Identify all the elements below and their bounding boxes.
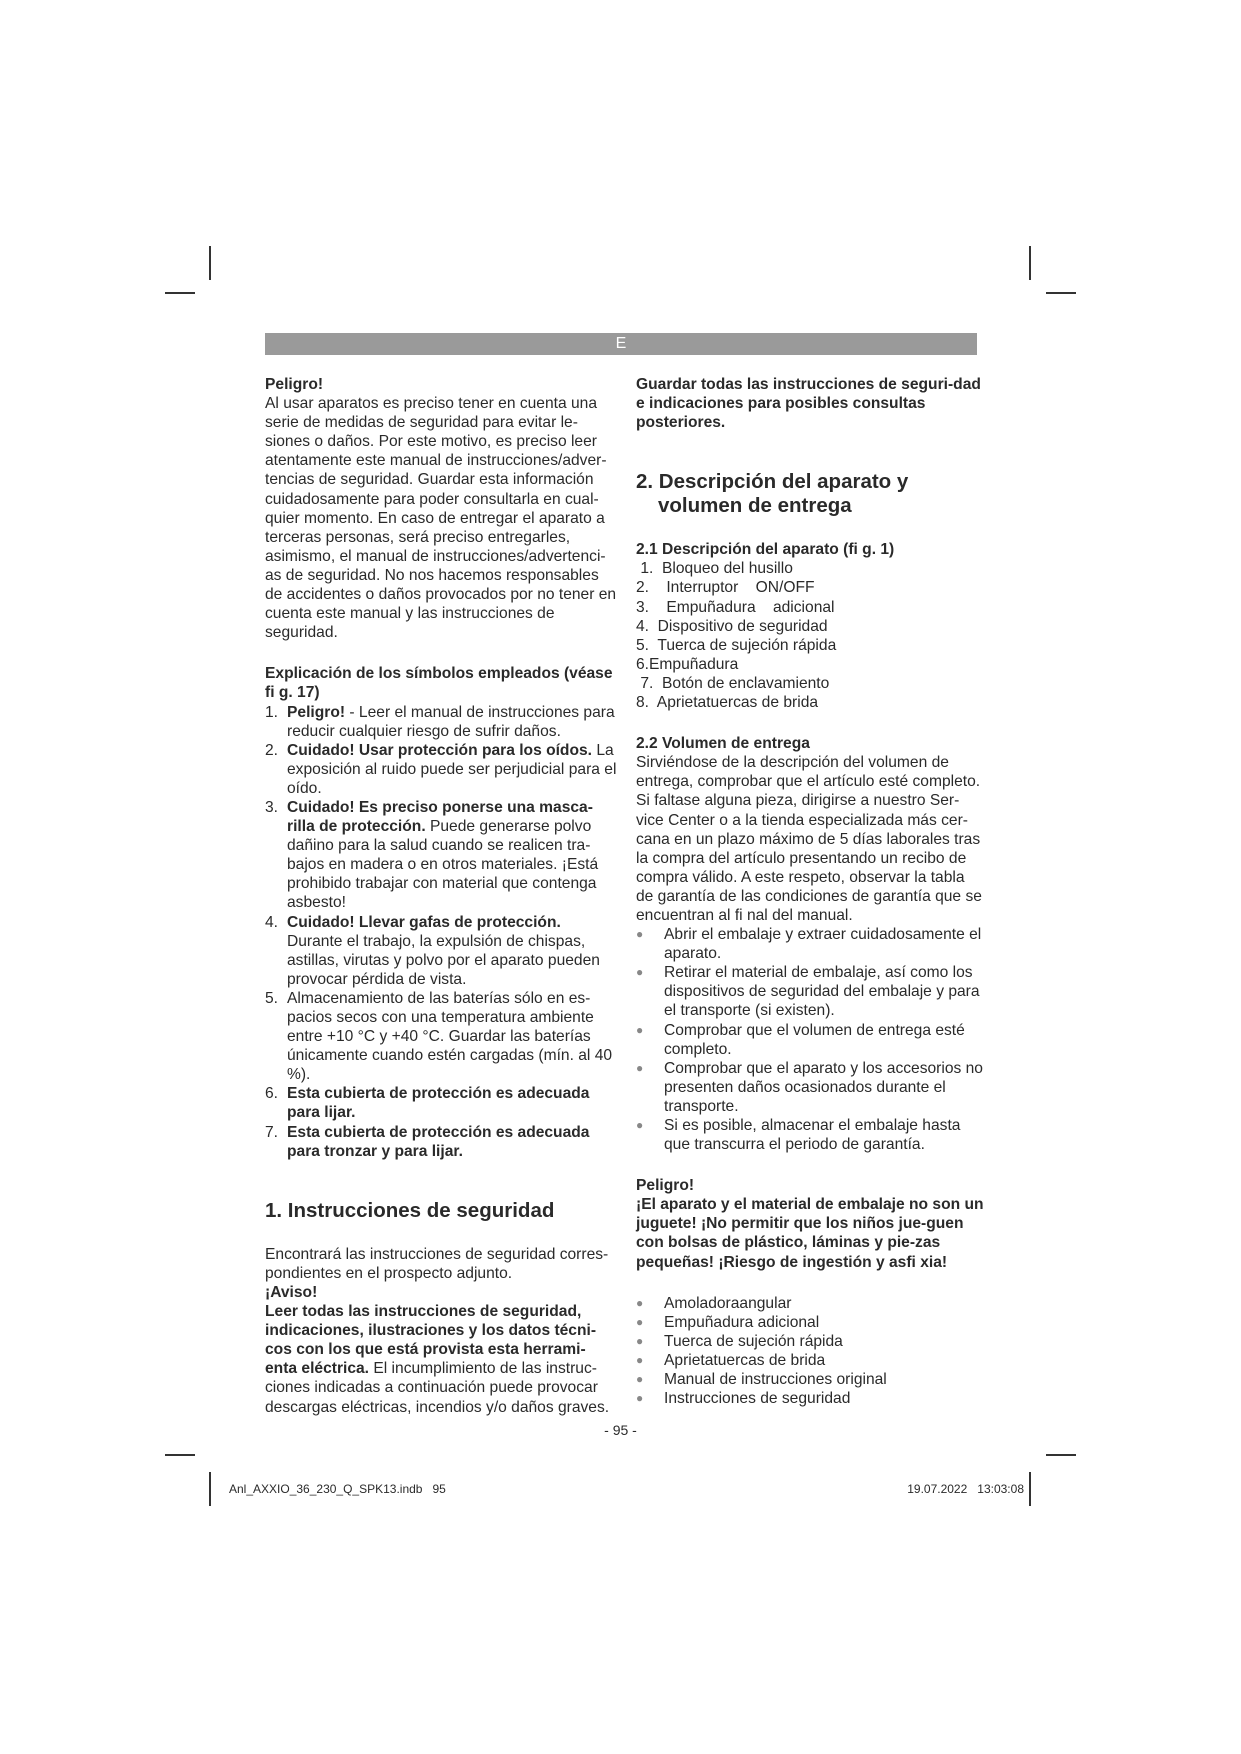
part-item: 5. Tuerca de sujeción rápida — [636, 636, 837, 654]
symbol-item: 6. Esta cubierta de protección es adecuada para lijar. — [265, 1085, 590, 1122]
list-item: ● Tuerca de sujeción rápida — [636, 1332, 843, 1350]
part-item: 7. Botón de enclavamiento — [636, 674, 830, 692]
bullet-icon: ● — [636, 1372, 644, 1387]
bullet-icon: ● — [636, 1314, 644, 1329]
delivery-contents-list — [636, 1294, 986, 1409]
symbol-item: 3. Cuidado! Es preciso ponerse una masca-rilla de protección. Puede generarse polvo dañino para la salud cuando se realicen tra-bajos en madera o en otros materiales. ¡Está prohibido trabajar con material que contenga asbesto! — [265, 798, 599, 912]
section-2-title: 2. Descripción del aparato y volumen de entrega — [636, 470, 909, 518]
symbol-item: 1. Peligro! - Leer el manual de instrucciones para reducir cualquier riesgo de sufrir daños. — [265, 703, 615, 740]
list-item: ● Amoladoraangular — [636, 1294, 792, 1312]
part-item: 2. Interruptor ON/OFF — [636, 579, 815, 597]
bullet-icon: ● — [636, 1022, 644, 1037]
bullet-icon: ● — [636, 1333, 644, 1348]
danger-text: Al usar aparatos es preciso tener en cuenta una serie de medidas de seguridad para evitar le-siones o daños. Por este motivo, es preciso leer atentamente este manual de instrucciones/adver-tencias de seguridad. Guardar esta información cuidadosamente para poder consultarla en cual-quier momento. En caso de entregar el aparato a terceras personas, será preciso entregarles, asimismo, el manual de instrucciones/advertenci-as de seguridad. No nos hacemos responsables de accidentes o daños provocados por no tener en cuenta este manual y las instrucciones de seguridad. — [265, 395, 617, 642]
part-item: 4. Dispositivo de seguridad — [636, 617, 828, 635]
list-item: ● Instrucciones de seguridad — [636, 1390, 851, 1408]
page-number: - 95 - — [604, 1422, 637, 1438]
symbol-item: 5. Almacenamiento de las baterías sólo en es-pacios secos con una temperatura ambiente entre +10 °C y +40 °C. Guardar las baterías únicamente cuando estén cargadas (mín. al 40 %). — [265, 989, 613, 1084]
part-item: 3. Empuñadura adicional — [636, 598, 835, 616]
list-item: ● Retirar el material de embalaje, así como los dispositivos de seguridad del embalaje y para el transporte (si existen). — [636, 964, 980, 1020]
list-item: ● Aprietatuercas de brida — [636, 1351, 826, 1369]
sub-2-2-title: 2.2 Volumen de entrega — [636, 735, 810, 753]
language-header-bar — [265, 333, 977, 355]
list-item: ● Abrir el embalaje y extraer cuidadosamente el aparato. — [636, 926, 982, 963]
language-label: E — [615, 335, 627, 352]
bullet-icon: ● — [636, 965, 644, 980]
symbol-item: 2. Cuidado! Usar protección para los oídos. La exposición al ruido puede ser perjudicial para el oído. — [265, 741, 617, 797]
right-column — [636, 375, 986, 1408]
crop-mark-bottom-left-horizontal — [165, 1454, 195, 1456]
list-item: ● Comprobar que el volumen de entrega esté completo. — [636, 1021, 965, 1058]
danger-2-title: Peligro! — [636, 1177, 695, 1195]
crop-mark-top-left-vertical — [209, 246, 211, 280]
sub-2-1-title: 2.1 Descripción del aparato (fi g. 1) — [636, 541, 895, 559]
crop-mark-bottom-left-vertical — [209, 1472, 211, 1506]
aviso-title: ¡Aviso! — [265, 1283, 318, 1301]
aviso-paragraph: Leer todas las instrucciones de seguridad, indicaciones, ilustraciones y los datos técni-cos con los que está provista esta herrami-enta eléctrica. El incumplimiento de las instruc-ciones indicadas a continuación puede provocar descargas eléctricas, incendios y/o daños graves. — [265, 1303, 610, 1416]
danger-2-text: ¡El aparato y el material de embalaje no son un juguete! ¡No permitir que los niños jue-guen con bolsas de plástico, láminas y pie-zas pequeñas! ¡Riesgo de ingestión y asfi xia! — [636, 1196, 984, 1271]
list-item: ● Manual de instrucciones original — [636, 1371, 887, 1389]
bullet-icon: ● — [636, 1391, 644, 1406]
crop-mark-bottom-right-horizontal — [1046, 1454, 1076, 1456]
left-column — [265, 375, 617, 1417]
symbol-item: 4. Cuidado! Llevar gafas de protección. Durante el trabajo, la expulsión de chispas, astillas, virutas y polvo por el aparato pueden provocar pérdida de vista. — [265, 913, 600, 988]
section-1-title: 1. Instrucciones de seguridad — [265, 1198, 555, 1222]
symbols-title: Explicación de los símbolos empleados (véase fi g. 17) — [265, 665, 613, 702]
section-1-intro: Encontrará las instrucciones de seguridad corres-pondientes en el prospecto adjunto. — [265, 1245, 609, 1282]
list-item: ● Si es posible, almacenar el embalaje hasta que transcurra el periodo de garantía. — [636, 1117, 961, 1154]
list-item: ● Empuñadura adicional — [636, 1313, 820, 1331]
bullet-icon: ● — [636, 1118, 644, 1132]
footer-datetime: 19.07.2022 13:03:08 — [907, 1482, 1024, 1496]
danger-title: Peligro! — [265, 376, 324, 393]
sub-2-2-text: Sirviéndose de la descripción del volumen de entrega, comprobar que el artículo esté completo. Si faltase alguna pieza, dirigirse a nuestro Ser-vice Center o a la tienda especializada más cer-cana en un plazo máximo de 5 días laborales tras la compra del artículo presentando un recibo de compra válido. A este respeto, observar la tabla de garantía de las condiciones de garantía que se encuentran al fi nal del manual. — [636, 754, 982, 924]
bullet-icon: ● — [636, 1295, 644, 1310]
crop-mark-top-right-horizontal — [1046, 292, 1076, 294]
part-item: 1. Bloqueo del husillo — [636, 560, 793, 578]
list-item: ● Comprobar que el aparato y los accesorios no presenten daños ocasionados durante el transporte. — [636, 1059, 983, 1115]
symbol-item: 7. Esta cubierta de protección es adecuada para tronzar y para lijar. — [265, 1123, 590, 1160]
part-item: 6.Empuñadura — [636, 655, 739, 673]
crop-mark-top-right-vertical — [1029, 246, 1031, 280]
part-item: 8. Aprietatuercas de brida — [636, 694, 819, 712]
symbols-list — [265, 703, 617, 1161]
footer-file-name: Anl_AXXIO_36_230_Q_SPK13.indb 95 — [229, 1482, 446, 1496]
bullet-icon: ● — [636, 927, 644, 942]
unpacking-steps-list — [636, 925, 986, 1154]
crop-mark-bottom-right-vertical — [1029, 1472, 1031, 1506]
keep-instructions-note: Guardar todas las instrucciones de seguri-dad e indicaciones para posibles consultas posteriores. — [636, 376, 981, 432]
crop-mark-top-left-horizontal — [165, 292, 195, 294]
parts-list — [636, 559, 986, 712]
bullet-icon: ● — [636, 1352, 644, 1367]
bullet-icon: ● — [636, 1060, 644, 1075]
